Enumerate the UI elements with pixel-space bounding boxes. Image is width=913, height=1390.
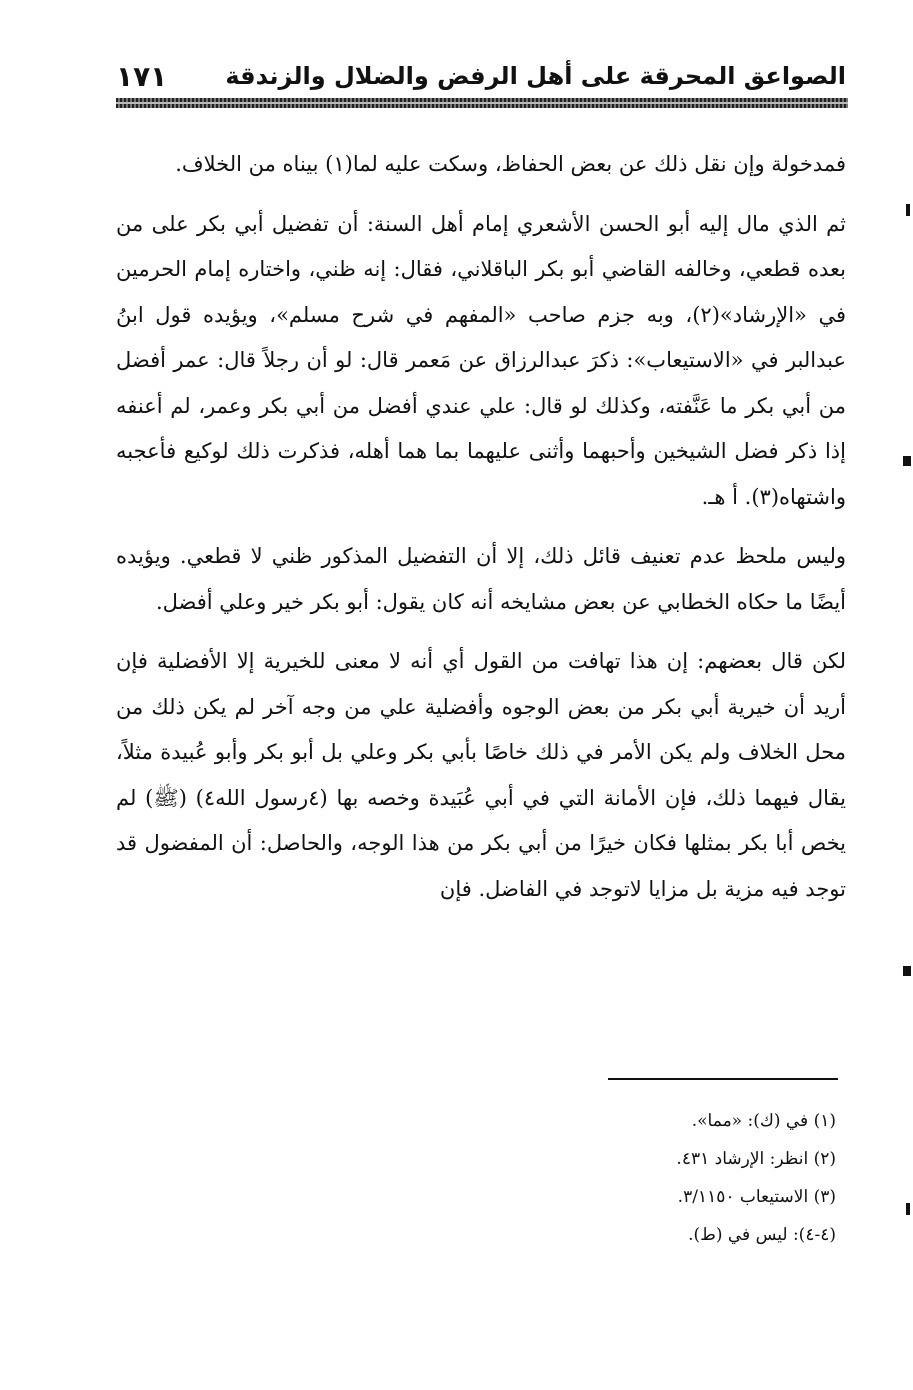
footnote-1: (١) في (ك): «مما».: [691, 1111, 836, 1131]
footnote-3: (٣) الاستيعاب ٣/١١٥٠.: [677, 1187, 836, 1207]
paragraph-1: فمدخولة وإن نقل ذلك عن بعض الحفاظ، وسكت عليه لما(١) بيناه من الخلاف.: [175, 152, 846, 176]
paragraph-4: لكن قال بعضهم: إن هذا تهافت من القول أي أنه لا معنى للخيرية إلا الأفضلية فإن أريد أن خيرية أبي بكر من بعض الوجوه وأفضلية علي من وجه آخر لم يكن ذلك من محل الخلاف ولم يكن الأمر في ذلك خاصًا بأبي بكر وعلي بل أبو بكر وأبو عُبيدة مثلاً، يقال فيهما ذلك، فإن الأمانة التي في أبي عُبَيدة وخصه بها (٤رسول الله٤) (ﷺ) لم يخص أبا بكر بمثلها فكان خيرًا من أبي بكر من هذا الوجه، والحاصل: أن المفضول قد توجد فيه مزية بل مزايا لاتوجد في الفاضل. فإن: [116, 649, 847, 901]
page-number: ١٧١: [116, 59, 168, 93]
footnotes: [116, 1102, 836, 1254]
paragraph-3: وليس ملحظ عدم تعنيف قائل ذلك، إلا أن التفضيل المذكور ظني لا قطعي. ويؤيده أيضًا ما حكاه الخطابي عن بعض مشايخه أنه كان يقول: أبو بكر خير وعلي أفضل.: [116, 544, 846, 614]
book-title: الصواعق المحرقة على أهل الرفض والضلال والزندقة: [225, 62, 846, 90]
body-text: [116, 142, 846, 912]
page-header: [116, 56, 846, 96]
scan-mark: [903, 966, 911, 976]
scan-mark: [906, 1203, 910, 1215]
scan-mark: [903, 456, 911, 466]
footnote-rule: [608, 1078, 838, 1080]
footnote-4: (٤-٤): ليس في (ط).: [688, 1225, 836, 1245]
scan-mark: [906, 204, 910, 216]
footnote-2: (٢) انظر: الإرشاد ٤٣١.: [676, 1149, 836, 1169]
paragraph-2: ثم الذي مال إليه أبو الحسن الأشعري إمام أهل السنة: أن تفضيل أبي بكر على من بعده قطعي، وخالفه القاضي أبو بكر الباقلاني، فقال: إنه ظني، واختاره إمام الحرمين في «الإرشاد»(٢)، وبه جزم صاحب «المفهم في شرح مسلم»، ويؤيده قول ابنُ عبدالبر في «الاستيعاب»: ذكرَ عبدالرزاق عن مَعمر قال: لو أن رجلاً قال: عمر أفضل من أبي بكر ما عَنَّفته، وكذلك لو قال: علي عندي أفضل من أبي بكر وعمر، لم أعنفه إذا ذكر فضل الشيخين وأحبهما وأثنى عليهما بما هما أهله، فذكرت ذلك لوكيع فأعجبه واشتهاه(٣). أ هـ.: [116, 211, 847, 509]
header-rule: [116, 98, 848, 108]
